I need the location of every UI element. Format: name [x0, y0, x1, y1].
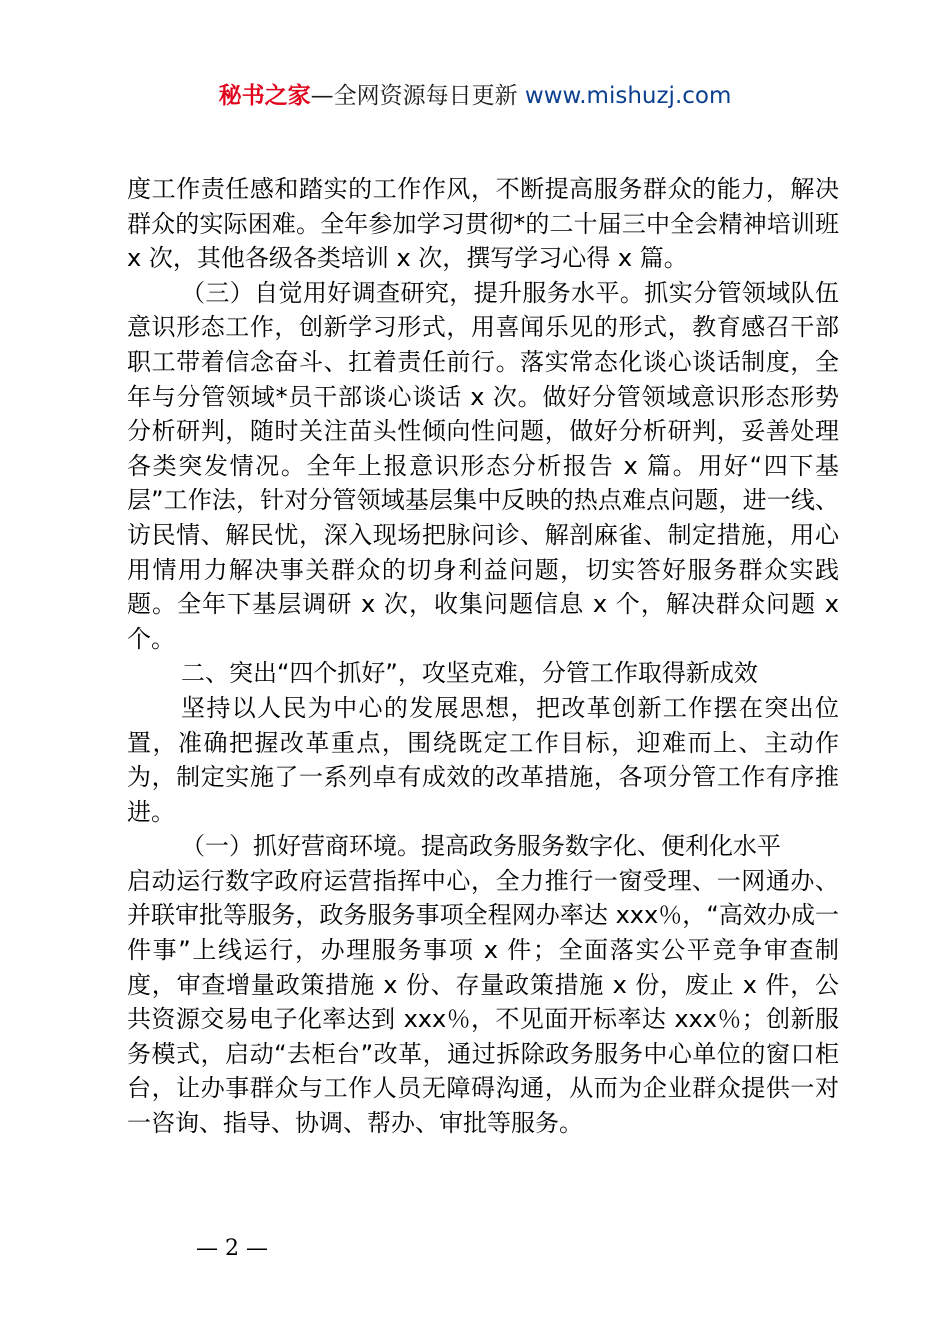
paragraph-research: （三）自觉用好调查研究，提升服务水平。抓实分管领域队伍意识形态工作，创新学习形式，用喜闻乐见的形式，教育感召干部职工带着信念奋斗、扛着责任前行。落实常态化谈心谈话制度，全年与分管领域*员干部谈心谈话 x 次。做好分管领域意识形态形势分析研判，随时关注苗头性倾向性问题，做好分析研判，妥善处理各类突发情况。全年上报意识形态分析报告 x 篇。用好“四下基层”工作法，针对分管领域基层集中反映的热点难点问题，进一线、访民情、解民忧，深入现场把脉问诊、解剖麻雀、制定措施，用心用情用力解决事关群众的切身利益问题，切实答好服务群众实践题。全年下基层调研 x 次，收集问题信息 x 个，解决群众问题 x 个。: [127, 278, 839, 653]
site-header: [0, 80, 950, 112]
document-body: [127, 172, 839, 1141]
header-tagline: —全网资源每日更新: [310, 83, 525, 109]
paragraph-continuation: 度工作责任感和踏实的工作作风，不断提高服务群众的能力，解决群众的实际困难。全年参加学习贯彻*的二十届三中全会精神培训班 x 次，其他各级各类培训 x 次，撰写学习心得 x 篇。: [127, 175, 839, 273]
brand-name: 秘书之家: [218, 83, 311, 109]
page-number: — 2 —: [196, 1236, 268, 1261]
paragraph-business-environment: 启动运行数字政府运营指挥中心，全力推行一窗受理、一网通办、并联审批等服务，政务服务事项全程网办率达 xxx％，“高效办成一件事”上线运行，办理服务事项 x 件；全面落实公平竞争审查制度，审查增量政策措施 x 份、存量政策措施 x 份，废止 x 件，公共资源交易电子化率达到 xxx％，不见面开标率达 xxx％；创新服务模式，启动“去柜台”改革，通过拆除政务服务中心单位的窗口柜台，让办事群众与工作人员无障碍沟通，从而为企业群众提供一对一咨询、指导、协调、帮办、审批等服务。: [127, 866, 839, 1138]
subsection-heading: （一）抓好营商环境。提高政务服务数字化、便利化水平: [181, 832, 781, 861]
paragraph-intro: 坚持以人民为中心的发展思想，把改革创新工作摆在突出位置，准确把握改革重点，围绕既定工作目标，迎难而上、主动作为，制定实施了一系列卓有成效的改革措施，各项分管工作有序推进。: [127, 693, 839, 826]
section-heading: 二、突出“四个抓好”，攻坚克难，分管工作取得新成效: [181, 659, 758, 688]
site-url-link[interactable]: www.mishuzj.com: [524, 83, 732, 109]
